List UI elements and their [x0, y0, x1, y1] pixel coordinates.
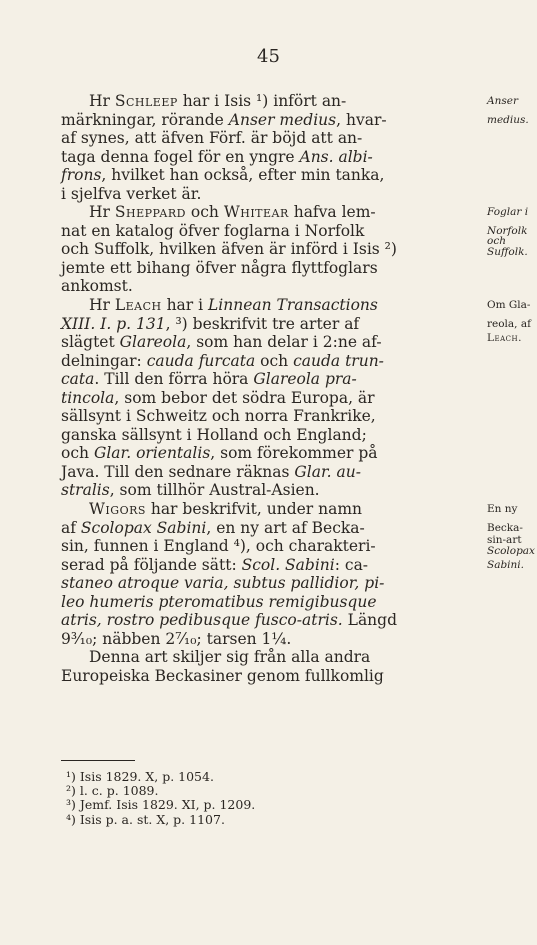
text-line: XIII. I. p. 131, ³) beskrifvit tre arter af — [61, 314, 360, 333]
text-line: ankomst. — [61, 277, 133, 296]
text-line: tincola, som bebor det södra Europa, är — [61, 388, 375, 407]
margin-note: Leach. — [487, 332, 522, 345]
margin-note: Sabini. — [487, 558, 524, 571]
text-line: delningar: cauda furcata och cauda trun- — [61, 351, 384, 370]
margin-note: Becka- — [487, 521, 523, 534]
text-line: leo humeris pteromatibus remigibusque — [61, 592, 377, 611]
text-line: sin, funnen i England ⁴), och charakteri- — [61, 537, 376, 556]
text-line: taga denna fogel för en yngre Ans. albi- — [61, 147, 373, 166]
text-line: ganska sällsynt i Holland och England; — [61, 425, 367, 444]
text-line: och Suffolk, hvilken äfven är införd i Isis ²) — [61, 240, 397, 259]
text-line: atris, rostro pedibusque fusco-atris. Längd — [61, 611, 398, 630]
footnote-divider — [61, 760, 135, 761]
text-line: serad på följande sätt: Scol. Sabini: ca- — [61, 555, 369, 574]
text-line: Hr Leach har i Linnean Transactions — [89, 296, 378, 315]
footnote: ³) Jemf. Isis 1829. XI, p. 1209. — [66, 797, 256, 813]
footnote: ¹) Isis 1829. X, p. 1054. — [66, 769, 214, 784]
text-line: märkningar, rörande Anser medius, hvar- — [61, 110, 387, 129]
footnote: ⁴) Isis p. a. st. X, p. 1107. — [66, 811, 225, 827]
margin-note: sin-art — [487, 534, 522, 547]
text-line: och Glar. orientalis, som förekommer på — [61, 444, 378, 463]
text-line: jemte ett bihang öfver några flyttfoglars — [61, 258, 378, 277]
margin-note: Scolopax — [487, 545, 535, 558]
text-line: cata. Till den förra höra Glareola pra- — [61, 370, 357, 389]
text-line: Hr Sheppard och Whitear hafva lem- — [89, 203, 376, 222]
text-line: slägtet Glareola, som han delar i 2:ne af- — [61, 333, 382, 352]
text-line: Java. Till den sednare räknas Glar. au- — [61, 462, 361, 481]
text-line: Europeiska Beckasiner genom fullkomlig — [61, 666, 384, 685]
footnotes — [66, 770, 255, 827]
margin-note: medius. — [487, 113, 529, 126]
text-line: 9³⁄₁₀; näbben 2⁷⁄₁₀; tarsen 1¼. — [61, 629, 292, 648]
margin-note: reola, af — [487, 317, 531, 330]
page-number: 45 — [257, 46, 280, 67]
text-line: staneo atroque varia, subtus pallidior, pi- — [61, 574, 385, 593]
footnote: ²) l. c. p. 1089. — [66, 783, 159, 799]
margin-note: Foglar i — [487, 206, 529, 219]
text-line: frons, hvilket han också, efter min tanka, — [61, 166, 385, 185]
body-text — [61, 92, 535, 686]
text-line: i sjelfva verket är. — [61, 184, 202, 203]
text-line: Denna art skiljer sig från alla andra — [89, 648, 371, 667]
margin-note: En ny — [487, 503, 518, 516]
text-line: af Scolopax Sabini, en ny art af Becka- — [61, 518, 365, 537]
text-line: af synes, att äfven Förf. är böjd att an- — [61, 129, 363, 148]
text-line: Wigors har beskrifvit, under namn — [89, 500, 363, 519]
text-line: sällsynt i Schweitz och norra Frankrike, — [61, 407, 376, 426]
text-line: Hr Schleep har i Isis ¹) infört an- — [89, 92, 347, 110]
text-line: stralis, som tillhör Austral-Asien. — [61, 481, 320, 500]
margin-note: Norfolk — [487, 224, 528, 237]
margin-note: Suffolk. — [487, 246, 528, 259]
text-line: nat en katalog öfver foglarna i Norfolk — [61, 221, 365, 240]
margin-note: Om Gla- — [487, 299, 531, 312]
margin-note: och — [487, 235, 506, 248]
margin-note: Anser — [487, 95, 518, 107]
